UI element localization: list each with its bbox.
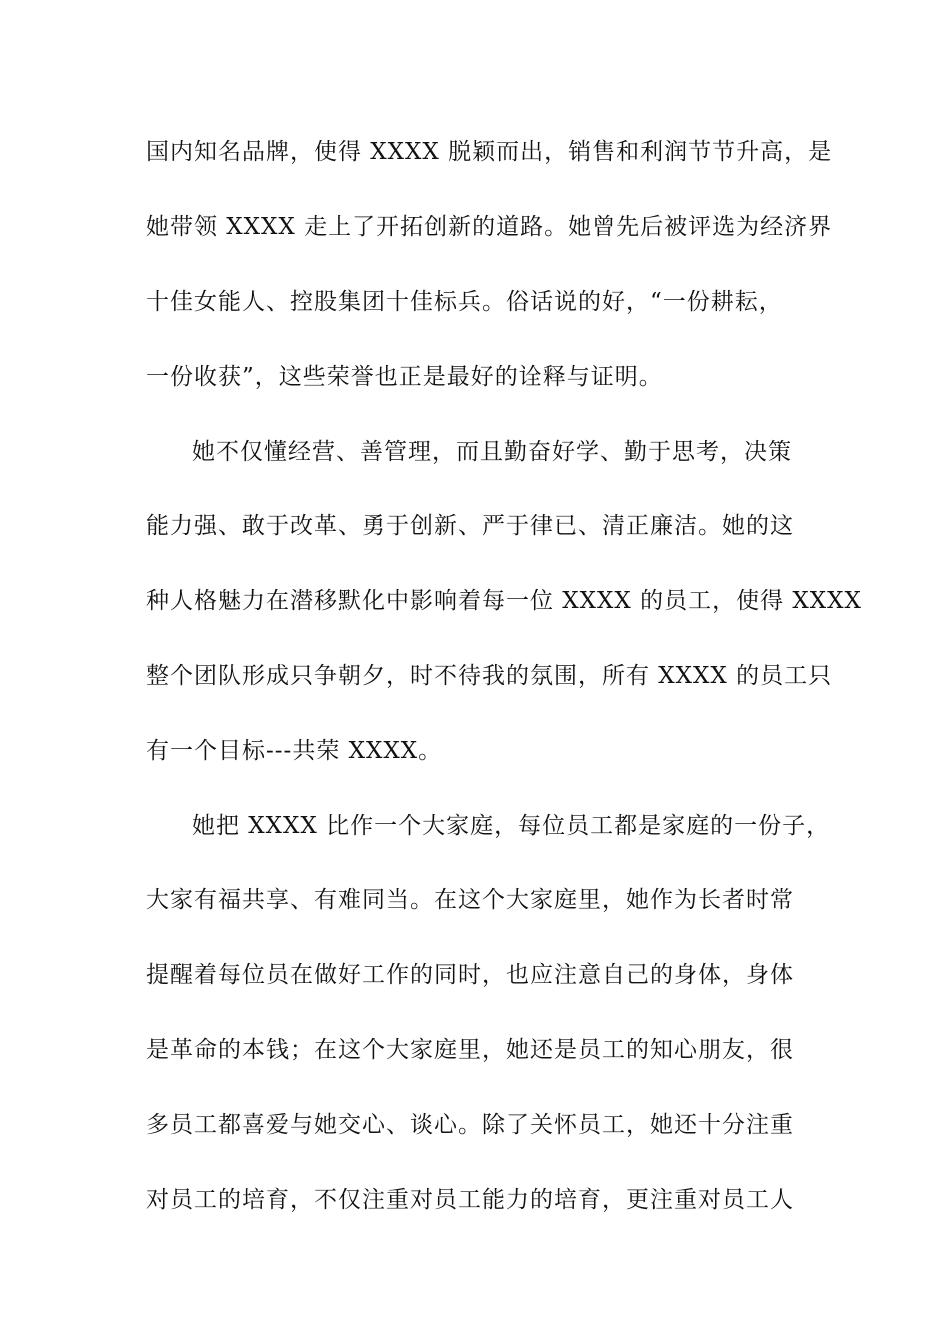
- text-line: 国内知名品牌，使得 XXXX 脱颖而出，销售和利润节节升高，是: [146, 139, 833, 165]
- text-line: 十佳女能人、控股集团十佳标兵。俗话说的好，“一份耕耘，: [146, 289, 783, 315]
- text-line: 对员工的培育，不仅注重对员工能力的培育，更注重对员工人: [146, 1187, 794, 1213]
- text-line: 能力强、敢于改革、勇于创新、严于律已、清正廉洁。她的这: [146, 513, 794, 539]
- text-line: 大家有福共享、有难同当。在这个大家庭里，她作为长者时常: [146, 887, 794, 913]
- text-line: 提醒着每位员在做好工作的同时，也应注意自己的身体，身体: [146, 962, 794, 988]
- text-line: 她带领 XXXX 走上了开拓创新的道路。她曾先后被评选为经济界: [146, 214, 833, 240]
- text-line: 整个团队形成只争朝夕，时不待我的氛围，所有 XXXX 的员工只: [146, 663, 833, 689]
- paragraph-start-line: 她把 XXXX 比作一个大家庭，每位员工都是家庭的一份子，: [192, 813, 831, 839]
- text-line: 一份收获”，这些荣誉也正是最好的诠释与证明。: [146, 364, 663, 390]
- text-line: 种人格魅力在潜移默化中影响着每一位 XXXX 的员工，使得 XXXX: [146, 588, 862, 614]
- text-line: 多员工都喜爱与她交心、谈心。除了关怀员工，她还十分注重: [146, 1112, 794, 1138]
- text-line: 有一个目标---共荣 XXXX。: [146, 738, 443, 764]
- text-line: 是革命的本钱；在这个大家庭里，她还是员工的知心朋友，很: [146, 1037, 794, 1063]
- paragraph-start-line: 她不仅懂经营、善管理，而且勤奋好学、勤于思考，决策: [192, 439, 792, 465]
